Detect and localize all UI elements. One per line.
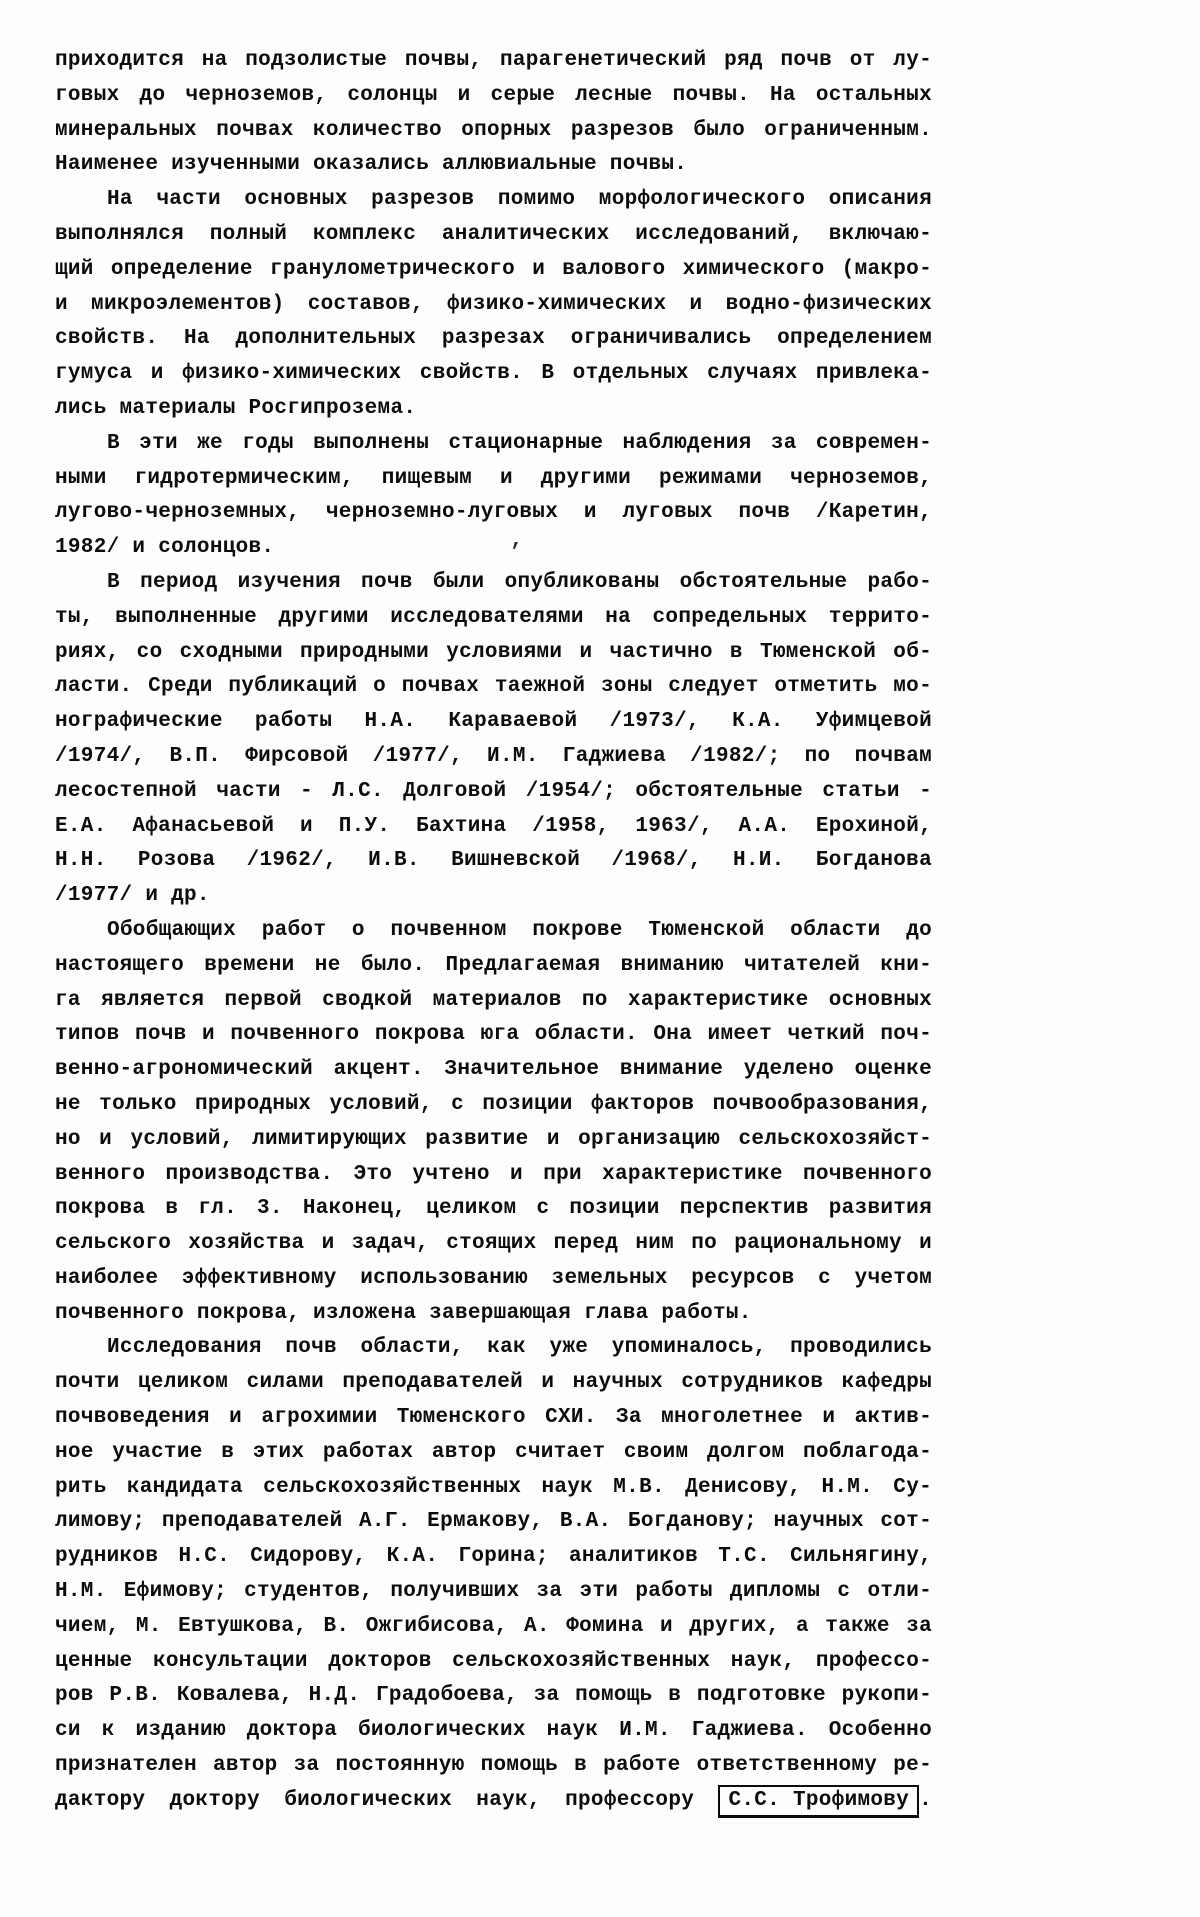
line-text: щий определение гранулометрического и валового химического (макро- — [55, 257, 932, 281]
text-line — [55, 1610, 932, 1645]
text-line — [55, 148, 932, 183]
text-line — [55, 1714, 932, 1749]
text-line — [55, 1784, 932, 1819]
line-text: типов почв и почвенного покрова юга области. Она имеет четкий поч- — [55, 1023, 932, 1047]
line-text: наиболее эффективному использованию земельных ресурсов с учетом — [55, 1266, 932, 1290]
line-text: ласти. Среди публикаций о почвах таежной зоны следует отметить мо- — [55, 675, 932, 699]
line-text: Н.М. Ефимову; студентов, получивших за эти работы дипломы с отли- — [55, 1580, 932, 1604]
text-line — [55, 601, 932, 636]
line-text: На части основных разрезов помимо морфологического описания — [107, 188, 932, 212]
line-text: сельского хозяйства и задач, стоящих перед ним по рациональному и — [55, 1232, 932, 1256]
text-line — [55, 462, 932, 497]
line-text: приходится на подзолистые почвы, парагенетический ряд почв от лу- — [55, 49, 932, 72]
text-line — [55, 1401, 932, 1436]
text-line — [55, 879, 932, 914]
line-text: га является первой сводкой материалов по характеристике основных — [55, 988, 932, 1012]
text-line — [55, 740, 932, 775]
line-text: лись материалы Росгипрозема. — [55, 396, 417, 420]
text-line — [55, 1297, 932, 1332]
text-line — [55, 1749, 932, 1784]
text-line — [55, 1158, 932, 1193]
line-text: /1977/ и др. — [55, 884, 210, 908]
text-line — [55, 531, 932, 566]
line-text: Н.Н. Розова /1962/, И.В. Вишневской /1968/, Н.И. Богданова — [55, 849, 932, 873]
text-line — [55, 1471, 932, 1506]
text-line — [55, 1262, 932, 1297]
line-text: нографические работы Н.А. Караваевой /1973/, К.А. Уфимцевой — [55, 710, 932, 734]
text-line — [55, 114, 932, 149]
text-line — [55, 79, 932, 114]
text-line — [55, 1575, 932, 1610]
text-line — [55, 1366, 932, 1401]
text-line — [55, 914, 932, 949]
text-line — [55, 44, 932, 79]
line-text: рить кандидата сельскохозяйственных наук М.В. Денисову, Н.М. Су- — [55, 1475, 932, 1499]
boxed-name: С.С. Трофимову — [718, 1785, 919, 1818]
text-line — [55, 1227, 932, 1262]
text-line — [55, 218, 932, 253]
line-text: ров Р.В. Ковалева, Н.Д. Градобоева, за помощь в подготовке рукопи- — [55, 1684, 932, 1708]
text-line — [55, 636, 932, 671]
line-text: ценные консультации докторов сельскохозяйственных наук, профессо- — [55, 1649, 932, 1673]
line-text: Е.А. Афанасьевой и П.У. Бахтина /1958, 1963/, А.А. Ерохиной, — [55, 814, 932, 838]
line-text: покрова в гл. 3. Наконец, целиком с позиции перспектив развития — [55, 1197, 932, 1221]
line-text: венного производства. Это учтено и при характеристике почвенного — [55, 1162, 932, 1186]
line-text: чием, М. Евтушкова, В. Ожгибисова, А. Фомина и других, а также за — [55, 1614, 932, 1638]
text-line — [55, 183, 932, 218]
line-text: выполнялся полный комплекс аналитических исследований, включаю- — [55, 222, 932, 246]
text-line — [55, 1505, 932, 1540]
text-line — [55, 1088, 932, 1123]
text-line — [55, 1679, 932, 1714]
line-text: свойств. На дополнительных разрезах ограничивались определением — [55, 327, 932, 351]
line-text: Исследования почв области, как уже упоминалось, проводились — [107, 1336, 932, 1360]
line-text: венно-агрономический акцент. Значительное внимание уделено оценке — [55, 1058, 932, 1082]
line-text: В эти же годы выполнены стационарные наблюдения за современ- — [107, 431, 932, 455]
text-line — [55, 844, 932, 879]
line-text: признателен автор за постоянную помощь в работе ответственному ре- — [55, 1754, 932, 1778]
text-line — [55, 427, 932, 462]
text-line — [55, 1540, 932, 1575]
line-text: 1982/ и солонцов. — [55, 536, 275, 560]
text-line — [55, 775, 932, 810]
line-text: си к изданию доктора биологических наук И.М. Гаджиева. Особенно — [55, 1719, 932, 1743]
text-line — [55, 984, 932, 1019]
line-text: ное участие в этих работах автор считает своим долгом поблагода- — [55, 1440, 932, 1464]
text-line — [55, 705, 932, 740]
text-line — [55, 288, 932, 323]
text-line — [55, 1331, 932, 1366]
text-line — [55, 1436, 932, 1471]
line-text: почти целиком силами преподавателей и научных сотрудников кафедры — [55, 1371, 932, 1395]
line-text: риях, со сходными природными условиями и частично в Тюменской об- — [55, 640, 932, 664]
text-line — [55, 566, 932, 601]
line-text: настоящего времени не было. Предлагаемая вниманию читателей кни- — [55, 953, 932, 977]
text-line — [55, 392, 932, 427]
line-text: /1974/, В.П. Фирсовой /1977/, И.М. Гаджиева /1982/; по почвам — [55, 744, 932, 768]
text-line — [55, 1053, 932, 1088]
line-text: . — [919, 1788, 932, 1812]
text-line — [55, 496, 932, 531]
line-text: ными гидротермическим, пищевым и другими режимами черноземов, — [55, 466, 932, 490]
document-text — [55, 44, 932, 1819]
line-text: Наименее изученными оказались аллювиальные почвы. — [55, 153, 688, 177]
line-text: и микроэлементов) составов, физико-химических и водно-физических — [55, 292, 932, 316]
text-line — [55, 322, 932, 357]
line-text: минеральных почвах количество опорных разрезов было ограниченным. — [55, 118, 932, 142]
text-line — [55, 1645, 932, 1680]
line-text: гумуса и физико-химических свойств. В отдельных случаях привлека- — [55, 362, 932, 386]
text-line — [55, 357, 932, 392]
text-line — [55, 1192, 932, 1227]
line-text: но и условий, лимитирующих развитие и организацию сельскохозяйст- — [55, 1127, 932, 1151]
text-line — [55, 949, 932, 984]
line-text: лимову; преподавателей А.Г. Ермакову, В.А. Богданову; научных сот- — [55, 1510, 932, 1534]
line-text: В период изучения почв были опубликованы обстоятельные рабо- — [107, 570, 932, 594]
line-text: лесостепной части - Л.С. Долговой /1954/; обстоятельные статьи - — [55, 779, 932, 803]
line-text: лугово-черноземных, черноземно-луговых и луговых почв /Каретин, — [55, 501, 932, 525]
line-text: почвоведения и агрохимии Тюменского СХИ. За многолетнее и актив- — [55, 1406, 932, 1430]
text-line — [55, 1123, 932, 1158]
line-text: говых до черноземов, солонцы и серые лесные почвы. На остальных — [55, 83, 932, 107]
line-text: почвенного покрова, изложена завершающая глава работы. — [55, 1301, 752, 1325]
text-line — [55, 253, 932, 288]
line-text: дактору доктору биологических наук, профессору — [55, 1788, 695, 1812]
line-text: ты, выполненные другими исследователями на сопредельных террито- — [55, 605, 932, 629]
stray-mark: , — [510, 529, 524, 553]
text-line — [55, 670, 932, 705]
text-line — [55, 810, 932, 845]
line-text: не только природных условий, с позиции факторов почвообразования, — [55, 1092, 932, 1116]
line-text: Обобщающих работ о почвенном покрове Тюменской области до — [107, 918, 932, 942]
text-line — [55, 1018, 932, 1053]
line-text: рудников Н.С. Сидорову, К.А. Горина; аналитиков Т.С. Сильнягину, — [55, 1545, 932, 1569]
